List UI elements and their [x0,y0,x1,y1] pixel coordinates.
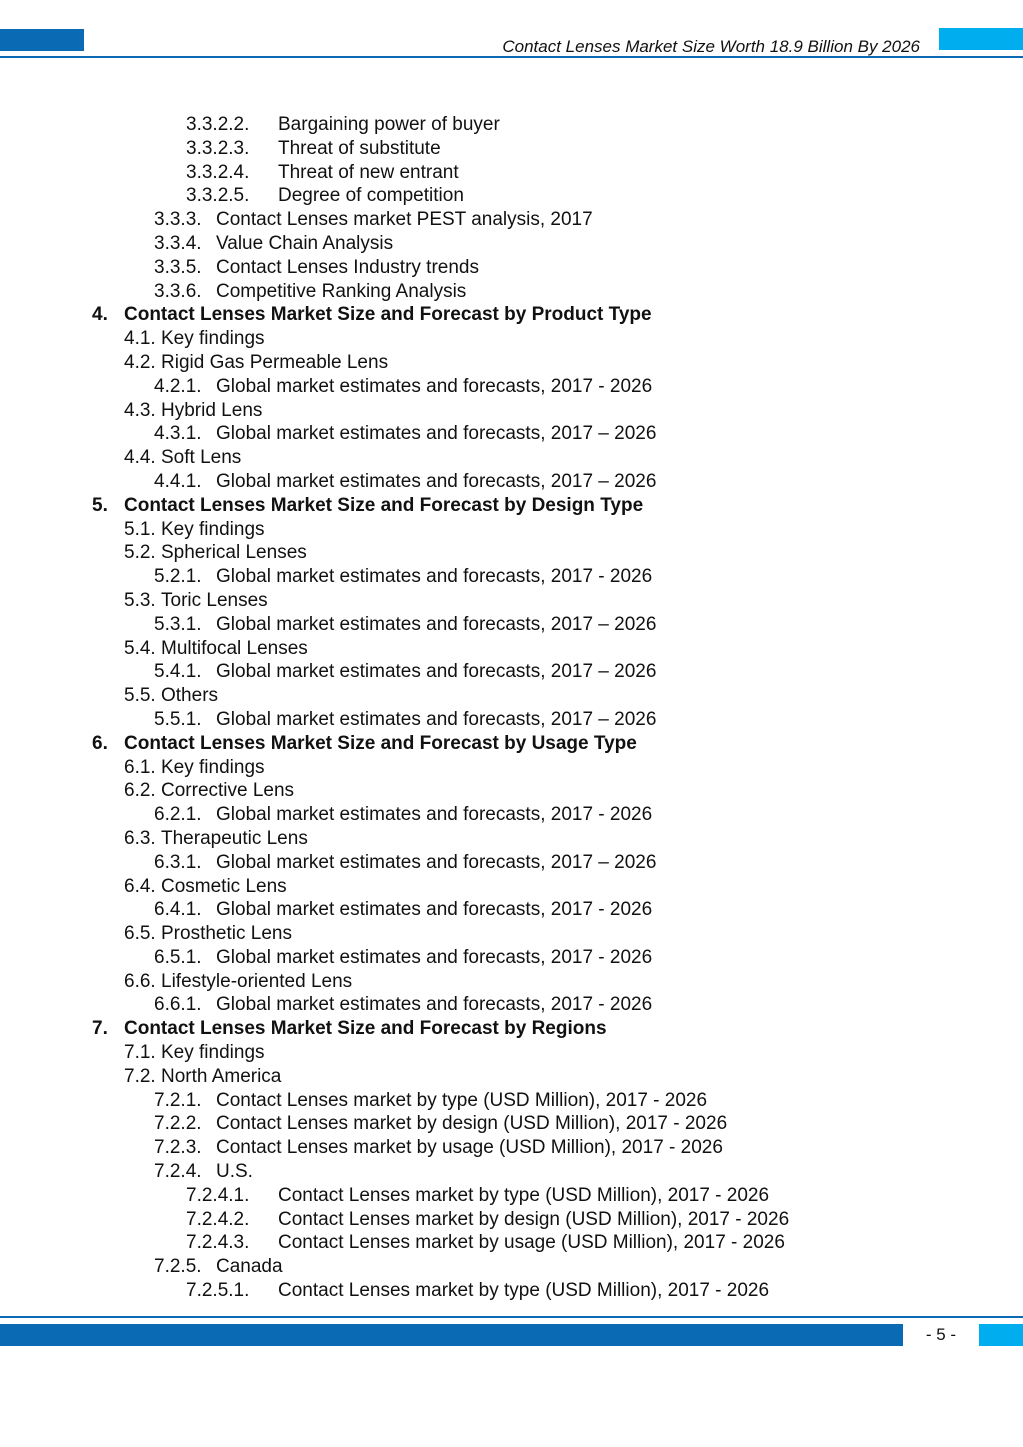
header-rule [0,56,1023,58]
toc-entry [0,827,1023,851]
toc-entry-number: 6.2.1. [154,804,202,826]
toc-entry-number: 7.2.3. [154,1137,202,1159]
toc-entry-title: Contact Lenses Market Size and Forecast by Usage Type [124,732,637,754]
toc-entry [0,399,1023,423]
toc-entry-title: Contact Lenses Market Size and Forecast by Product Type [124,304,652,326]
toc-entry-title: Global market estimates and forecasts, 2017 - 2026 [216,994,653,1016]
toc-entry-number: 3.3.4. [154,232,202,254]
toc-entry [0,1279,1023,1303]
toc-section-heading [0,1017,1023,1041]
toc-entry-number: 6.2. [124,780,156,802]
toc-entry-number: 5.4.1. [154,661,202,683]
toc-entry-title: Rigid Gas Permeable Lens [161,351,389,373]
toc-entry [0,970,1023,994]
header-bar-left [0,29,84,51]
toc-entry-title: U.S. [216,1161,253,1183]
toc-entry-number: 3.3.2.5. [186,185,250,207]
toc-entry-title: Hybrid Lens [161,399,263,421]
toc-entry [0,922,1023,946]
toc-entry [0,756,1023,780]
toc-entry [0,1208,1023,1232]
toc-entry-number: 5.3. [124,589,156,611]
toc-entry-title: Global market estimates and forecasts, 2017 - 2026 [216,375,653,397]
toc-entry-number: 4.3. [124,399,156,421]
toc-entry-title: Contact Lenses Market Size and Forecast by Design Type [124,494,644,516]
toc-entry-number: 4.4.1. [154,470,202,492]
footer-bar [0,1324,903,1346]
toc-entry-title: Bargaining power of buyer [278,114,500,135]
toc-entry [0,875,1023,899]
toc-entry [0,184,1023,208]
toc-entry-number: 6.3. [124,827,156,849]
toc-entry [0,422,1023,446]
toc-entry [0,208,1023,232]
toc-entry [0,851,1023,875]
toc-entry-title: Others [161,685,219,707]
toc-entry-number: 5.5.1. [154,708,202,730]
toc-entry-title: Global market estimates and forecasts, 2017 – 2026 [216,470,657,492]
toc-entry [0,1136,1023,1160]
toc-entry-title: Value Chain Analysis [216,232,394,254]
toc-entry-title: Contact Lenses market by type (USD Million), 2017 - 2026 [216,1089,708,1111]
toc-entry-number: 5.4. [124,637,156,659]
toc-entry-number: 6.6. [124,970,156,992]
toc-entry [0,1184,1023,1208]
toc-entry-title: Contact Lenses market by type (USD Million), 2017 - 2026 [278,1280,770,1302]
toc-entry-title: Contact Lenses Market Size and Forecast by Regions [124,1018,607,1040]
toc-entry [0,589,1023,613]
toc-entry-number: 6.1. [124,756,156,778]
toc-entry [0,660,1023,684]
page-number: - 5 - [925,1325,957,1344]
toc-entry [0,1160,1023,1184]
toc-entry-number: 4.1. [124,328,156,350]
toc-entry-title: Global market estimates and forecasts, 2017 - 2026 [216,899,653,921]
toc-entry-title: Threat of substitute [278,137,441,159]
toc-entry-title: Key findings [161,518,265,540]
toc-section-heading [0,303,1023,327]
toc-entry [0,256,1023,280]
toc-entry [0,946,1023,970]
toc-entry [0,684,1023,708]
header-bar-right [939,28,1023,50]
toc-entry-title: Competitive Ranking Analysis [216,280,467,302]
toc-entry-title: Contact Lenses market by usage (USD Million), 2017 - 2026 [278,1232,785,1254]
toc-entry-title: Global market estimates and forecasts, 2017 – 2026 [216,708,657,730]
toc-entry-number: 7.2.1. [154,1089,202,1111]
toc-entry-title: Global market estimates and forecasts, 2017 – 2026 [216,851,657,873]
toc-entry-title: Multifocal Lenses [161,637,308,659]
toc-entry-number: 7.1. [124,1042,156,1064]
toc-entry-number: 7. [92,1018,108,1040]
toc-entry-title: Global market estimates and forecasts, 2017 – 2026 [216,423,657,445]
toc-entry-title: Global market estimates and forecasts, 2017 - 2026 [216,946,653,968]
toc-entry-number: 5.2.1. [154,566,202,588]
toc-entry [0,113,1023,137]
toc-entry-number: 7.2.4.2. [186,1208,250,1230]
toc-entry [0,637,1023,661]
toc-entry-number: 4.4. [124,447,156,469]
toc-entry-number: 6.4. [124,875,156,897]
toc-entry-number: 7.2. [124,1065,156,1087]
toc-entry-title: Threat of new entrant [278,161,459,183]
document-title: Contact Lenses Market Size Worth 18.9 Billion By 2026 [502,37,920,56]
toc-entry-title: Contact Lenses Industry trends [216,256,479,278]
toc-entry-number: 4.2.1. [154,375,202,397]
toc-entry-number: 7.2.5. [154,1256,202,1278]
toc-entry-number: 5.2. [124,542,156,564]
toc-entry [0,993,1023,1017]
toc-entry [0,1231,1023,1255]
toc-entry-number: 4. [92,304,108,326]
toc-entry [0,1255,1023,1279]
toc-entry-number: 4.2. [124,351,156,373]
footer-bar-right [979,1324,1023,1346]
toc-entry-number: 6. [92,732,108,754]
toc-entry-title: Lifestyle-oriented Lens [161,970,353,992]
toc-entry-title: Contact Lenses market PEST analysis, 2017 [216,209,593,231]
toc-section-heading [0,732,1023,756]
toc-entry-title: North America [161,1065,282,1087]
toc-entry-title: Global market estimates and forecasts, 2017 – 2026 [216,661,657,683]
toc-entry [0,470,1023,494]
toc-entry-number: 7.2.4.3. [186,1232,250,1254]
toc-entry-number: 3.3.3. [154,209,202,231]
toc-entry-title: Spherical Lenses [161,542,307,564]
toc-entry-number: 3.3.2.3. [186,137,250,159]
toc-entry-title: Contact Lenses market by usage (USD Million), 2017 - 2026 [216,1137,723,1159]
toc-entry-number: 6.3.1. [154,851,202,873]
toc-entry-number: 3.3.5. [154,256,202,278]
toc-entry [0,351,1023,375]
toc-entry-number: 3.3.2.4. [186,161,250,183]
toc-entry-title: Global market estimates and forecasts, 2017 - 2026 [216,566,653,588]
toc-entry [0,613,1023,637]
toc-entry-title: Toric Lenses [161,589,268,611]
toc-entry [0,375,1023,399]
toc-section-heading [0,494,1023,518]
toc-entry [0,518,1023,542]
toc-entry-title: Prosthetic Lens [161,923,292,945]
toc-entry [0,898,1023,922]
toc-entry [0,1065,1023,1089]
toc-entry-title: Global market estimates and forecasts, 2017 - 2026 [216,804,653,826]
toc-entry [0,232,1023,256]
toc-entry [0,1089,1023,1113]
toc-entry [0,1112,1023,1136]
toc-entry-number: 7.2.2. [154,1113,202,1135]
toc-entry [0,327,1023,351]
toc-entry-title: Corrective Lens [161,780,295,802]
toc-entry-title: Cosmetic Lens [161,875,287,897]
toc-entry-title: Key findings [161,328,265,350]
toc-entry-number: 5.3.1. [154,613,202,635]
toc-entry-number: 6.6.1. [154,994,202,1016]
toc-entry-title: Canada [216,1256,283,1278]
toc-entry-number: 3.3.6. [154,280,202,302]
toc-entry-number: 6.5.1. [154,946,202,968]
toc-entry-number: 5.5. [124,685,156,707]
toc-entry-title: Global market estimates and forecasts, 2017 – 2026 [216,613,657,635]
toc-entry [0,803,1023,827]
toc-entry-title: Contact Lenses market by design (USD Million), 2017 - 2026 [216,1113,728,1135]
toc-entry-number: 5. [92,494,108,516]
toc-entry [0,541,1023,565]
toc-entry-number: 7.2.4.1. [186,1184,250,1206]
toc-entry-title: Degree of competition [278,185,464,207]
toc-entry [0,137,1023,161]
toc-entry-number: 7.2.5.1. [186,1280,250,1302]
toc-entry-number: 7.2.4. [154,1161,202,1183]
toc-entry-number: 5.1. [124,518,156,540]
toc-entry [0,565,1023,589]
toc-entry [0,446,1023,470]
toc-entry [0,779,1023,803]
toc-entry-title: Soft Lens [161,447,242,469]
toc-entry-title: Therapeutic Lens [161,827,308,849]
toc-entry-title: Contact Lenses market by type (USD Million), 2017 - 2026 [278,1184,770,1206]
toc-entry-title: Contact Lenses market by design (USD Million), 2017 - 2026 [278,1208,790,1230]
toc-entry-number: 4.3.1. [154,423,202,445]
toc-entry [0,280,1023,304]
toc-entry [0,1041,1023,1065]
toc-entry-title: Key findings [161,756,265,778]
toc-entry-number: 6.4.1. [154,899,202,921]
toc-entry-number: 3.3.2.2. [186,114,250,135]
toc-entry-title: Key findings [161,1042,265,1064]
toc-entry [0,161,1023,185]
footer-rule [0,1316,1023,1318]
table-of-contents [0,113,1023,1303]
toc-entry-number: 6.5. [124,923,156,945]
toc-entry [0,708,1023,732]
